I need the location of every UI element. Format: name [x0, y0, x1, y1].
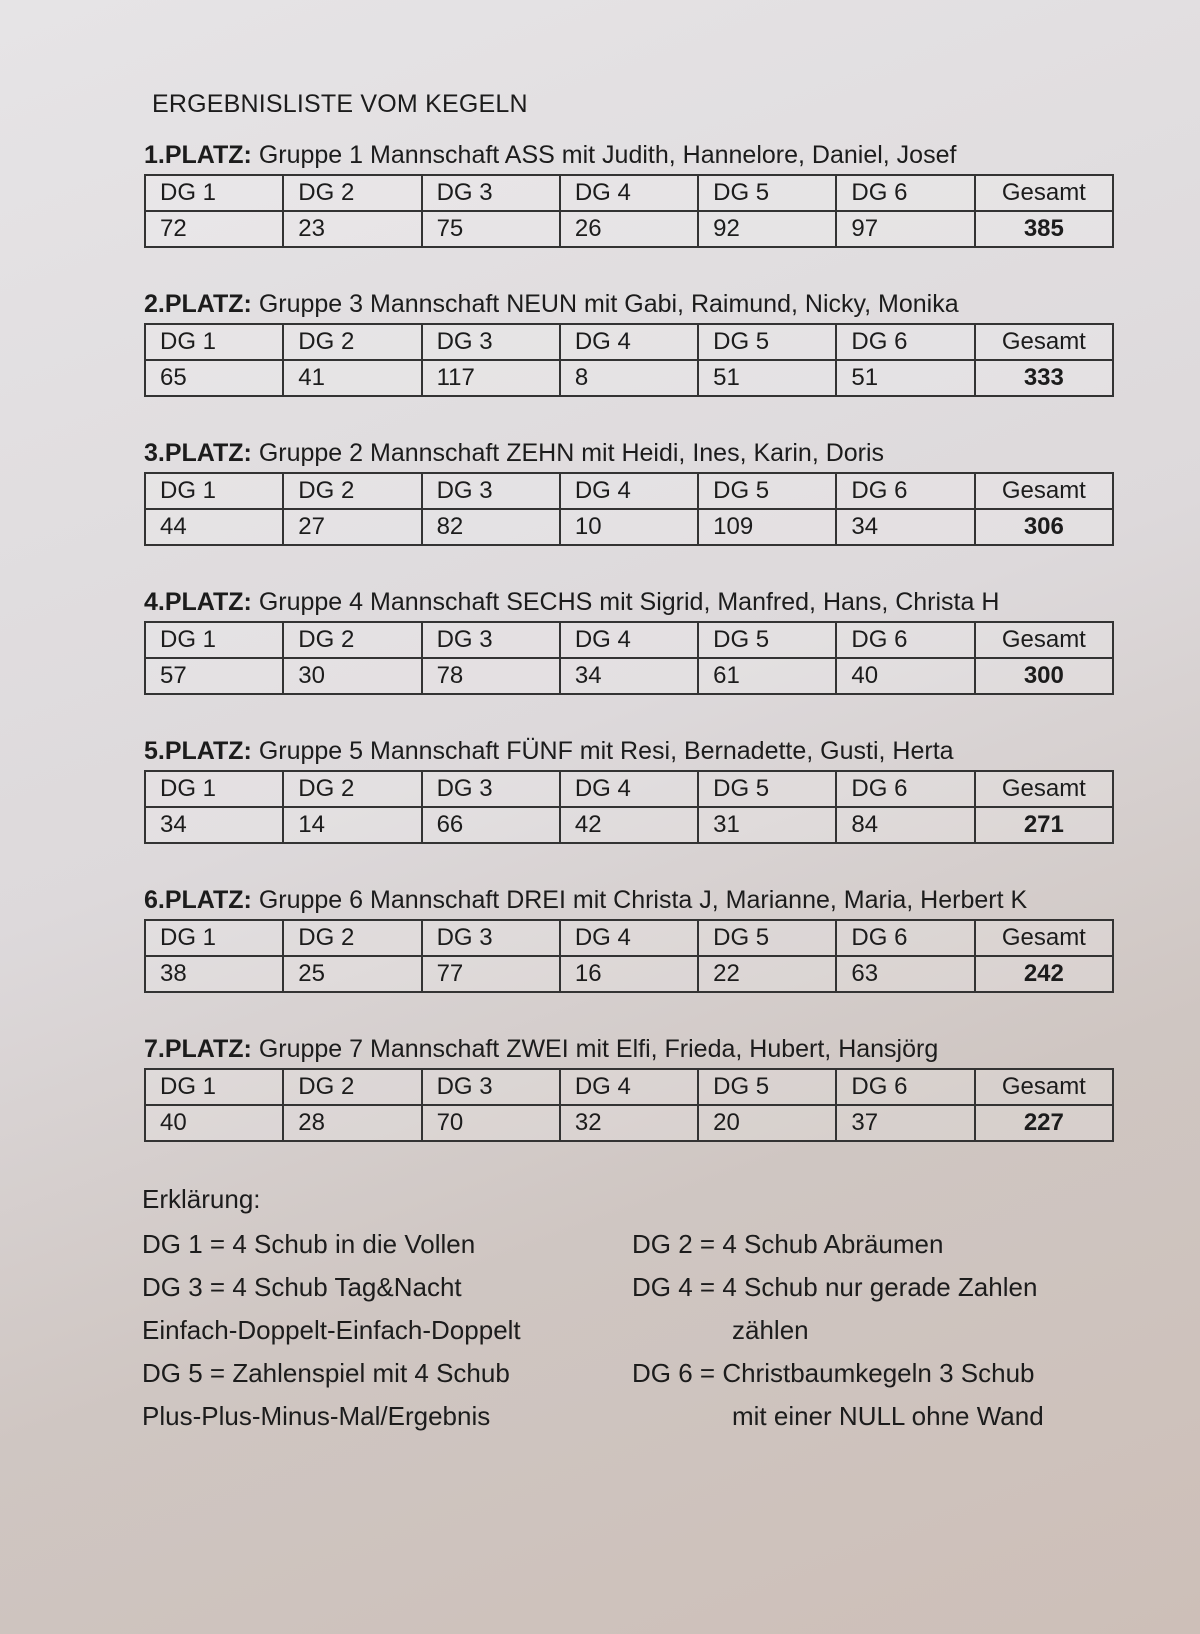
header-cell: DG 4 [560, 920, 698, 956]
header-cell: Gesamt [975, 622, 1113, 658]
legend-dg5-detail: Plus-Plus-Minus-Mal/Ergebnis [142, 1401, 491, 1431]
place-team: Gruppe 1 Mannschaft ASS mit Judith, Hannelore, Daniel, Josef [258, 141, 957, 169]
legend [136, 1184, 1156, 1432]
score-cell: 84 [836, 807, 974, 843]
header-cell: DG 1 [145, 175, 283, 211]
score-cell: 70 [422, 1105, 560, 1141]
place-block [136, 290, 1156, 397]
header-cell: DG 3 [422, 175, 560, 211]
score-table [144, 1068, 1114, 1142]
table-header-row [145, 324, 1113, 360]
place-heading [144, 439, 1156, 468]
table-header-row [145, 771, 1113, 807]
place-team: Gruppe 2 Mannschaft ZEHN mit Heidi, Ines, Karin, Doris [258, 439, 885, 467]
header-cell: DG 6 [836, 622, 974, 658]
place-rank: 7.PLATZ: [144, 1035, 252, 1063]
table-header-row [145, 175, 1113, 211]
score-cell: 97 [836, 211, 974, 247]
header-cell: DG 4 [560, 771, 698, 807]
total-cell: 333 [975, 360, 1113, 396]
header-cell: DG 6 [836, 324, 974, 360]
score-cell: 78 [422, 658, 560, 694]
header-cell: DG 6 [836, 771, 974, 807]
score-cell: 51 [698, 360, 836, 396]
score-cell: 41 [283, 360, 421, 396]
place-block [136, 439, 1156, 546]
header-cell: DG 2 [283, 771, 421, 807]
results-document [136, 80, 1156, 1432]
header-cell: DG 5 [698, 920, 836, 956]
header-cell: DG 1 [145, 622, 283, 658]
legend-dg6: DG 6 = Christbaumkegeln 3 Schub [632, 1358, 1035, 1388]
score-cell: 34 [145, 807, 283, 843]
header-cell: DG 2 [283, 622, 421, 658]
header-cell: DG 5 [698, 473, 836, 509]
place-rank: 3.PLATZ: [144, 439, 252, 467]
score-cell: 22 [698, 956, 836, 992]
total-cell: 385 [975, 211, 1113, 247]
header-cell: DG 2 [283, 175, 421, 211]
score-cell: 10 [560, 509, 698, 545]
header-cell: DG 2 [283, 324, 421, 360]
score-table [144, 621, 1114, 695]
place-rank: 5.PLATZ: [144, 737, 252, 765]
header-cell: DG 4 [560, 175, 698, 211]
place-block [136, 1035, 1156, 1142]
table-row [145, 1105, 1113, 1141]
score-cell: 82 [422, 509, 560, 545]
header-cell: DG 1 [145, 473, 283, 509]
score-cell: 38 [145, 956, 283, 992]
place-block [136, 588, 1156, 695]
score-cell: 42 [560, 807, 698, 843]
place-team: Gruppe 3 Mannschaft NEUN mit Gabi, Raimund, Nicky, Monika [258, 290, 959, 318]
header-cell: DG 1 [145, 324, 283, 360]
legend-dg5: DG 5 = Zahlenspiel mit 4 Schub [142, 1358, 510, 1388]
total-cell: 271 [975, 807, 1113, 843]
legend-grid [142, 1229, 1156, 1432]
header-cell: DG 4 [560, 324, 698, 360]
header-cell: DG 6 [836, 1069, 974, 1105]
header-cell: DG 2 [283, 920, 421, 956]
places-list [136, 141, 1156, 1142]
legend-dg6-detail: mit einer NULL ohne Wand [732, 1401, 1044, 1431]
header-cell: Gesamt [975, 324, 1113, 360]
score-cell: 92 [698, 211, 836, 247]
header-cell: DG 6 [836, 920, 974, 956]
score-cell: 34 [836, 509, 974, 545]
place-heading [144, 588, 1156, 617]
score-cell: 8 [560, 360, 698, 396]
header-cell: DG 4 [560, 1069, 698, 1105]
place-rank: 6.PLATZ: [144, 886, 252, 914]
table-header-row [145, 920, 1113, 956]
place-team: Gruppe 6 Mannschaft DREI mit Christa J, Marianne, Maria, Herbert K [258, 886, 1028, 914]
score-cell: 75 [422, 211, 560, 247]
place-heading [144, 886, 1156, 915]
header-cell: DG 5 [698, 175, 836, 211]
header-cell: DG 5 [698, 324, 836, 360]
score-cell: 14 [283, 807, 421, 843]
place-heading [144, 737, 1156, 766]
table-header-row [145, 622, 1113, 658]
place-team: Gruppe 5 Mannschaft FÜNF mit Resi, Bernadette, Gusti, Herta [258, 737, 954, 765]
score-cell: 40 [836, 658, 974, 694]
score-cell: 23 [283, 211, 421, 247]
place-heading [144, 141, 1156, 170]
header-cell: DG 3 [422, 920, 560, 956]
score-cell: 27 [283, 509, 421, 545]
score-cell: 30 [283, 658, 421, 694]
place-rank: 1.PLATZ: [144, 141, 252, 169]
table-row [145, 509, 1113, 545]
score-table [144, 323, 1114, 397]
header-cell: DG 1 [145, 920, 283, 956]
header-cell: DG 3 [422, 622, 560, 658]
score-cell: 31 [698, 807, 836, 843]
score-cell: 117 [422, 360, 560, 396]
header-cell: DG 5 [698, 771, 836, 807]
header-cell: DG 2 [283, 473, 421, 509]
legend-dg4-detail: zählen [732, 1315, 809, 1345]
score-cell: 16 [560, 956, 698, 992]
score-table [144, 919, 1114, 993]
place-rank: 4.PLATZ: [144, 588, 252, 616]
header-cell: DG 2 [283, 1069, 421, 1105]
header-cell: DG 3 [422, 324, 560, 360]
legend-dg4: DG 4 = 4 Schub nur gerade Zahlen [632, 1272, 1038, 1302]
place-team: Gruppe 7 Mannschaft ZWEI mit Elfi, Frieda, Hubert, Hansjörg [258, 1035, 939, 1063]
score-cell: 109 [698, 509, 836, 545]
score-cell: 51 [836, 360, 974, 396]
legend-dg3: DG 3 = 4 Schub Tag&Nacht [142, 1272, 462, 1302]
score-cell: 20 [698, 1105, 836, 1141]
legend-dg3-detail: Einfach-Doppelt-Einfach-Doppelt [142, 1315, 521, 1345]
score-cell: 28 [283, 1105, 421, 1141]
table-row [145, 658, 1113, 694]
header-cell: Gesamt [975, 920, 1113, 956]
table-header-row [145, 473, 1113, 509]
header-cell: DG 3 [422, 1069, 560, 1105]
score-table [144, 472, 1114, 546]
total-cell: 300 [975, 658, 1113, 694]
score-cell: 40 [145, 1105, 283, 1141]
score-cell: 63 [836, 956, 974, 992]
header-cell: DG 1 [145, 771, 283, 807]
total-cell: 242 [975, 956, 1113, 992]
header-cell: DG 3 [422, 771, 560, 807]
header-cell: DG 5 [698, 622, 836, 658]
header-cell: DG 4 [560, 622, 698, 658]
place-block [136, 141, 1156, 248]
score-cell: 26 [560, 211, 698, 247]
header-cell: DG 3 [422, 473, 560, 509]
legend-title: Erklärung: [142, 1184, 261, 1214]
score-cell: 34 [560, 658, 698, 694]
place-block [136, 886, 1156, 993]
header-cell: Gesamt [975, 473, 1113, 509]
header-cell: DG 4 [560, 473, 698, 509]
score-table [144, 770, 1114, 844]
place-heading [144, 290, 1156, 319]
score-cell: 72 [145, 211, 283, 247]
score-table [144, 174, 1114, 248]
header-cell: DG 6 [836, 473, 974, 509]
header-cell: Gesamt [975, 175, 1113, 211]
header-cell: Gesamt [975, 771, 1113, 807]
table-header-row [145, 1069, 1113, 1105]
header-cell: DG 5 [698, 1069, 836, 1105]
table-row [145, 807, 1113, 843]
table-row [145, 956, 1113, 992]
score-cell: 25 [283, 956, 421, 992]
total-cell: 227 [975, 1105, 1113, 1141]
score-cell: 32 [560, 1105, 698, 1141]
place-heading [144, 1035, 1156, 1064]
score-cell: 44 [145, 509, 283, 545]
place-team: Gruppe 4 Mannschaft SECHS mit Sigrid, Manfred, Hans, Christa H [258, 588, 1000, 616]
score-cell: 61 [698, 658, 836, 694]
score-cell: 57 [145, 658, 283, 694]
score-cell: 65 [145, 360, 283, 396]
header-cell: DG 1 [145, 1069, 283, 1105]
legend-dg1: DG 1 = 4 Schub in die Vollen [142, 1229, 476, 1259]
header-cell: Gesamt [975, 1069, 1113, 1105]
score-cell: 66 [422, 807, 560, 843]
legend-dg2: DG 2 = 4 Schub Abräumen [632, 1229, 944, 1259]
score-cell: 77 [422, 956, 560, 992]
total-cell: 306 [975, 509, 1113, 545]
score-cell: 37 [836, 1105, 974, 1141]
place-rank: 2.PLATZ: [144, 290, 252, 318]
document-title: ERGEBNISLISTE VOM KEGELN [152, 90, 528, 118]
place-block [136, 737, 1156, 844]
table-row [145, 211, 1113, 247]
table-row [145, 360, 1113, 396]
header-cell: DG 6 [836, 175, 974, 211]
